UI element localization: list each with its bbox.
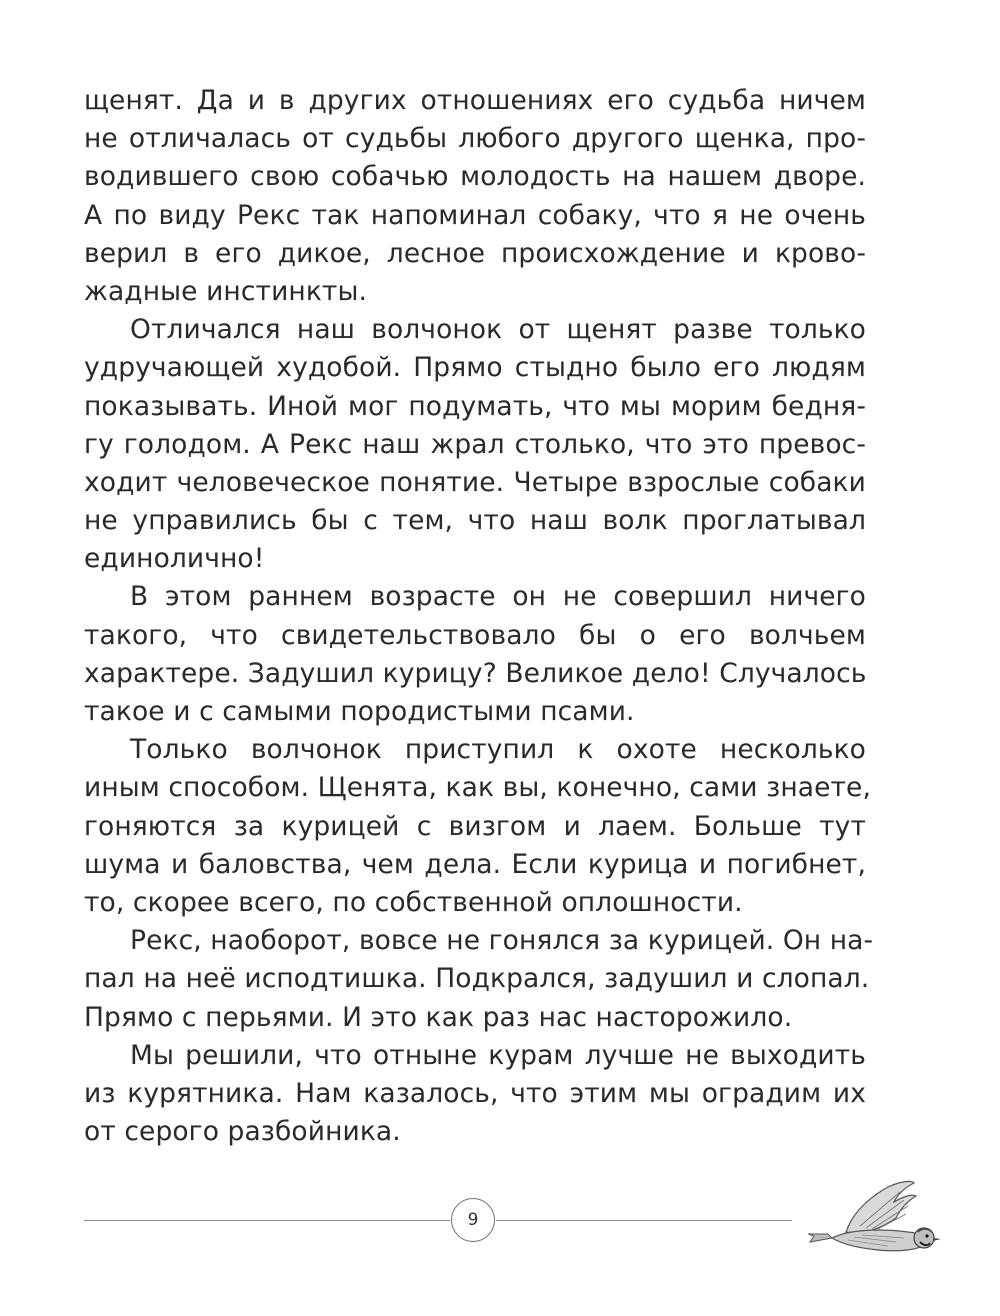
text-line: такого, что свидетельствовало бы о его волчьем [84,619,866,651]
text-line: жадные инстинкты. [84,275,368,307]
text-line: такое и с самыми породистыми псами. [84,696,635,727]
text-line: шума и баловства, чем дела. Если курица и погибнет, [84,848,866,880]
text-line: то, скорее всего, по собственной оплошности. [84,886,743,918]
text-line: гу голодом. А Рекс наш жрал столько, что это превос- [84,428,866,460]
text-line: не управились бы с тем, что наш волк проглатывал [84,505,866,537]
text-line: Только волчонок приступил к охоте несколько [130,734,866,766]
text-line: пал на неё исподтишка. Подкрался, задушил и слопал. [84,963,870,995]
page-number: 9 [451,1198,495,1242]
footer-rule-left [84,1220,450,1221]
text-line: ходит человеческое понятие. Четыре взрослые собаки [84,466,866,498]
text-line: Рекс, наоборот, вовсе не гонялся за курицей. Он на- [130,925,874,957]
sparrow-icon [808,1180,948,1260]
text-line: гоняются за курицей с визгом и лаем. Больше тут [84,810,866,842]
text-line: Отличался наш волчонок от щенят разве только [130,314,866,346]
text-line: показывать. Иной мог подумать, что мы морим бедня- [84,390,866,422]
text-line: щенят. Да и в других отношениях его судьба ничем [84,85,866,116]
text-line: из курятника. Нам казалось, что этим мы оградим их [84,1077,866,1109]
text-line: не отличалась от судьбы любого другого щенка, про- [84,123,866,155]
text-line: В этом раннем возрасте он не совершил ничего [130,581,866,613]
text-line: иным способом. Щенята, как вы, конечно, сами знаете, [84,772,871,804]
text-line: верил в его дикое, лесное происхождение и крово- [84,237,866,269]
text-line: водившего свою собачью молодость на нашем дворе. [84,161,866,193]
text-line: Мы решили, что отныне курам лучше не выходить [130,1039,866,1071]
text-line: характере. Задушил курицу? Великое дело! Случалось [84,657,867,689]
footer-rule-right [496,1220,792,1221]
body-text [84,82,874,1151]
text-line: Прямо с перьями. И это как раз нас насторожило. [84,1001,793,1033]
text-line: удручающей худобой. Прямо стыдно было его людям [84,352,866,384]
text-line: единолично! [84,543,265,575]
text-line: А по виду Рекс так напоминал собаку, что я не очень [84,199,866,231]
page-footer [0,1180,1000,1290]
text-line: от серого разбойника. [84,1116,401,1148]
